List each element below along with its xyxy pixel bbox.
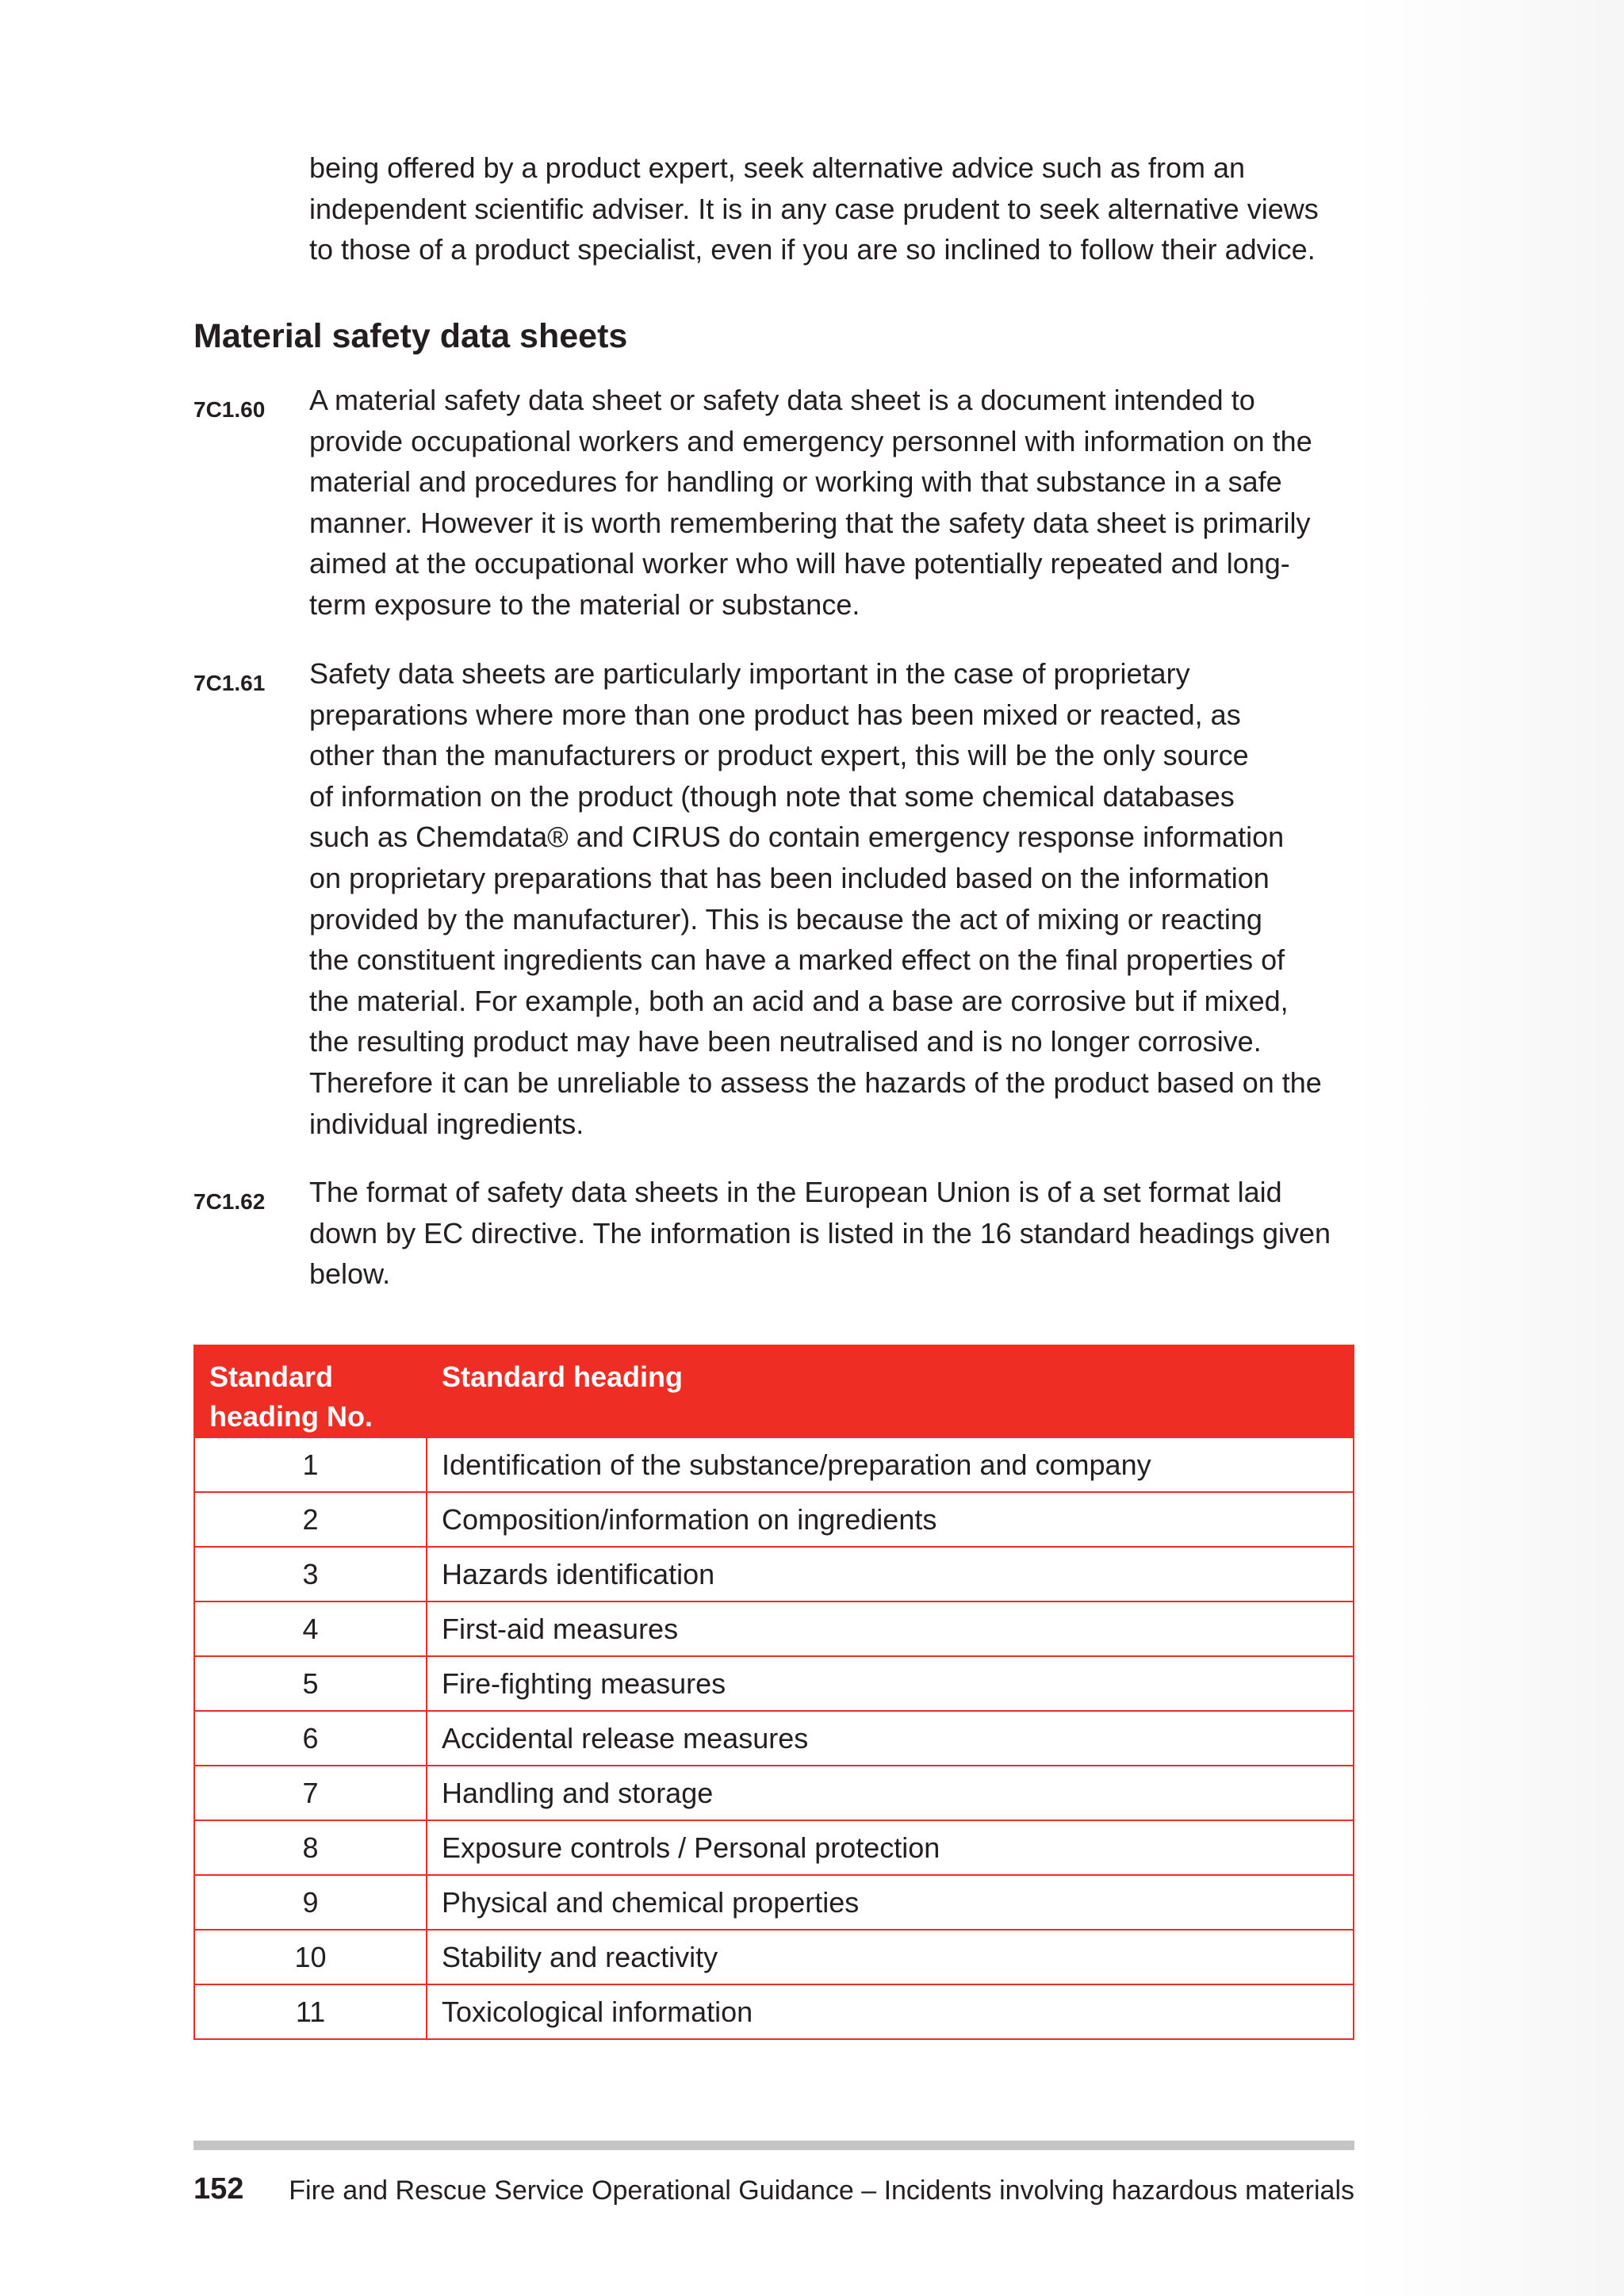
heading-number: 9 — [194, 1875, 427, 1930]
intro-line: independent scientific adviser. It is in any case prudent to seek alternative views — [309, 192, 1319, 225]
heading-name: Fire-fighting measures — [427, 1656, 1354, 1711]
paragraph-line: A material safety data sheet or safety data sheet is a document intended to — [309, 384, 1255, 416]
paragraph-line: Therefore it can be unreliable to assess the hazards of the product based on the — [309, 1066, 1322, 1099]
intro-line: to those of a product specialist, even if you are so inclined to follow their advice. — [309, 233, 1316, 266]
header-label-line: heading No. — [209, 1400, 373, 1433]
paragraph-line: on proprietary preparations that has been included based on the information — [309, 861, 1270, 894]
heading-number: 10 — [194, 1930, 427, 1984]
paragraph-line: aimed at the occupational worker who will have potentially repeated and long- — [309, 547, 1290, 580]
heading-name: Composition/information on ingredients — [427, 1492, 1354, 1547]
section-heading: Material safety data sheets — [193, 317, 628, 355]
paragraph-line: individual ingredients. — [309, 1107, 584, 1140]
footer-rule — [193, 2141, 1354, 2150]
paragraph-line: provide occupational workers and emergency personnel with information on the — [309, 424, 1312, 457]
heading-name: First-aid measures — [427, 1601, 1354, 1656]
table-row — [194, 1547, 1354, 1601]
heading-number: 3 — [194, 1547, 427, 1601]
heading-number: 4 — [194, 1601, 427, 1656]
heading-name: Handling and storage — [427, 1766, 1354, 1820]
paragraph-text — [309, 380, 1364, 626]
table-row — [194, 1766, 1354, 1820]
paragraph-line: Safety data sheets are particularly important in the case of proprietary — [309, 657, 1190, 690]
heading-number: 1 — [194, 1437, 427, 1492]
footer-title: Fire and Rescue Service Operational Guidance – Incidents involving hazardous materials — [289, 2175, 1354, 2206]
header-standard-heading: Standard heading — [427, 1345, 1354, 1437]
paragraph-text — [309, 1172, 1364, 1295]
table-row — [194, 1875, 1354, 1930]
paragraph-line: term exposure to the material or substance. — [309, 587, 860, 621]
paragraph-line: of information on the product (though note that some chemical databases — [309, 779, 1235, 813]
heading-number: 7 — [194, 1766, 427, 1820]
paragraph-line: below. — [309, 1257, 391, 1291]
paragraph-text — [309, 653, 1364, 1144]
heading-name: Physical and chemical properties — [427, 1875, 1354, 1930]
paragraph-line: preparations where more than one product has been mixed or reacted, as — [309, 698, 1241, 731]
paragraph-line: provided by the manufacturer). This is because the act of mixing or reacting — [309, 902, 1262, 936]
paragraph-line: manner. However it is worth remembering that the safety data sheet is primarily — [309, 506, 1311, 539]
heading-name: Stability and reactivity — [427, 1930, 1354, 1984]
paragraph-line: material and procedures for handling or working with that substance in a safe — [309, 465, 1282, 499]
paragraph-line: the constituent ingredients can have a marked effect on the final properties of — [309, 943, 1285, 977]
heading-name: Toxicological information — [427, 1984, 1354, 2039]
paragraph-number: 7C1.60 — [193, 397, 266, 422]
heading-number: 2 — [194, 1492, 427, 1547]
table-row — [194, 1492, 1354, 1547]
heading-number: 11 — [194, 1984, 427, 2039]
paragraph-line: the resulting product may have been neutralised and is no longer corrosive. — [309, 1025, 1262, 1058]
paragraph-line: down by EC directive. The information is listed in the 16 standard headings given — [309, 1216, 1331, 1249]
page-number: 152 — [193, 2172, 244, 2206]
paragraph-line: the material. For example, both an acid and a base are corrosive but if mixed, — [309, 984, 1289, 1017]
heading-name: Accidental release measures — [427, 1711, 1354, 1766]
intro-line: being offered by a product expert, seek alternative advice such as from an — [309, 151, 1246, 184]
paragraph-number: 7C1.61 — [193, 671, 266, 695]
paragraph-line: other than the manufacturers or product expert, this will be the only source — [309, 739, 1249, 772]
header-label-line: Standard — [209, 1360, 334, 1393]
intro-paragraph — [309, 147, 1364, 270]
heading-name: Hazards identification — [427, 1547, 1354, 1601]
heading-number: 6 — [194, 1711, 427, 1766]
paragraph-line: The format of safety data sheets in the European Union is of a set format laid — [309, 1176, 1282, 1208]
heading-name: Identification of the substance/preparation and company — [427, 1437, 1354, 1492]
heading-name: Exposure controls / Personal protection — [427, 1820, 1354, 1875]
standard-headings-table — [193, 1345, 1354, 2040]
table-row — [194, 1656, 1354, 1711]
table-row — [194, 1930, 1354, 1984]
heading-number: 5 — [194, 1656, 427, 1711]
table-row — [194, 1984, 1354, 2039]
table-row — [194, 1711, 1354, 1766]
table-row — [194, 1437, 1354, 1492]
paragraph-line: such as Chemdata® and CIRUS do contain emergency response information — [309, 821, 1285, 854]
table-row — [194, 1820, 1354, 1875]
table-row — [194, 1601, 1354, 1656]
header-heading-number — [194, 1345, 427, 1437]
paragraph-number: 7C1.62 — [193, 1189, 266, 1214]
table-header-row — [194, 1345, 1354, 1437]
heading-number: 8 — [194, 1820, 427, 1875]
